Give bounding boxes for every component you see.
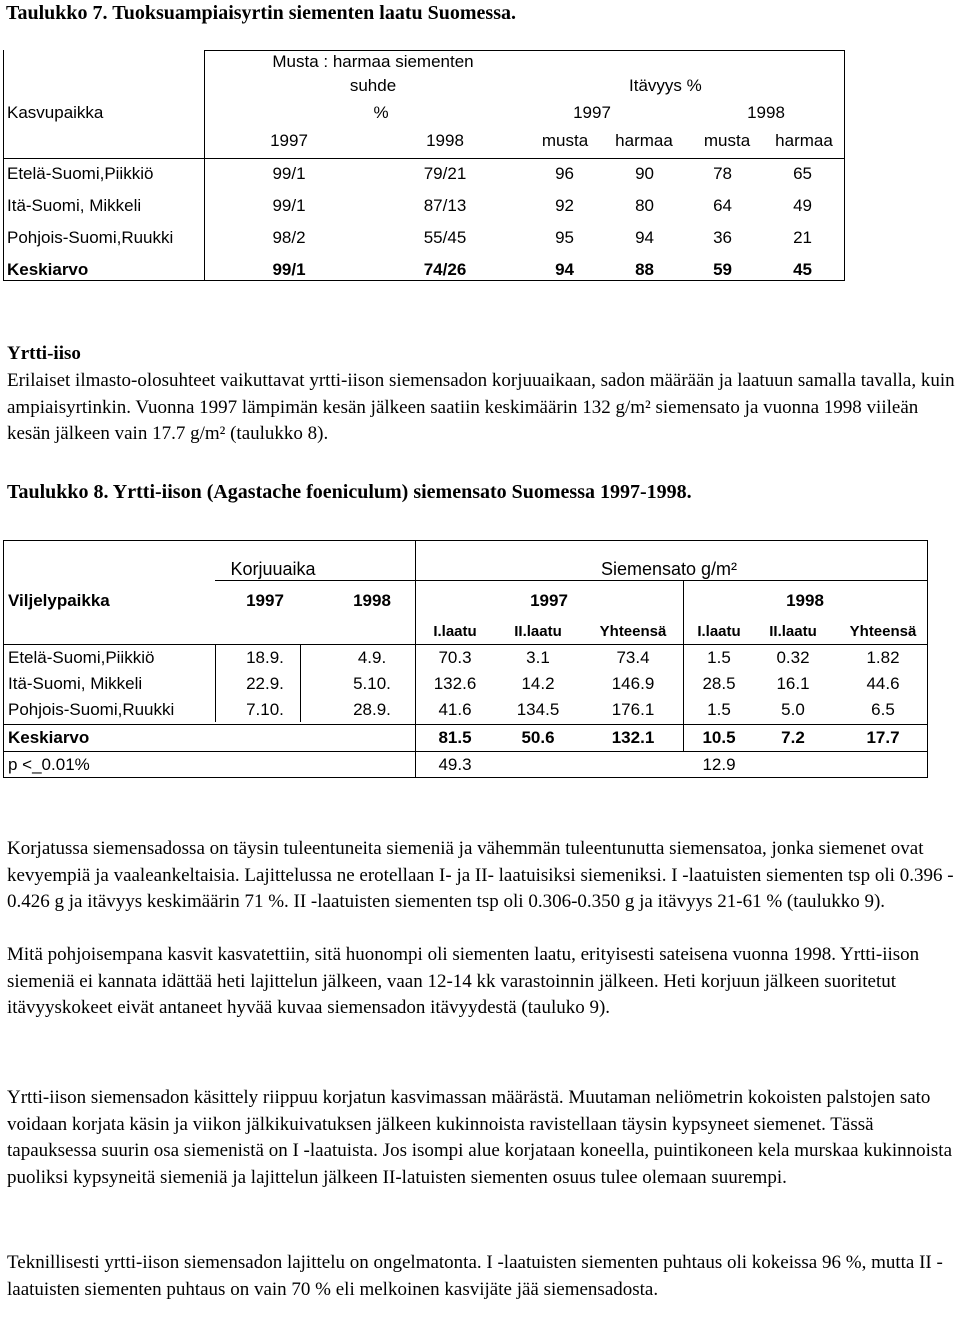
table7-cell: 90 <box>635 164 654 183</box>
section-heading: Yrtti-iiso <box>7 343 81 364</box>
table8-cell: 3.1 <box>526 648 550 667</box>
table7-header-musta-1997: musta <box>541 131 589 150</box>
table8-cell: 18.9. <box>246 648 284 667</box>
table8-cell: 5.0 <box>781 700 805 719</box>
table7-header-ratio-line1: Musta : harmaa siementen <box>272 52 474 71</box>
table7-title: Taulukko 7. Tuoksuampiaisyrtin siementen laatu Suomessa. <box>6 2 516 24</box>
table8-header-viljelypaikka: Viljelypaikka <box>8 591 110 610</box>
table7-cell-place: Itä-Suomi, Mikkeli <box>7 196 142 215</box>
table8 <box>3 540 928 778</box>
table7-cell: 99/1 <box>272 260 306 279</box>
table7-cell: 49 <box>793 196 812 215</box>
table8-vline-sato <box>415 540 416 778</box>
table8-title: Taulukko 8. Yrtti-iison (Agastache foeniculum) siemensato Suomessa 1997-1998. <box>7 481 692 503</box>
table7-cell: 94 <box>635 228 654 247</box>
table8-cell-place: Pohjois-Suomi,Ruukki <box>8 700 175 719</box>
table7-cell: 74/26 <box>423 260 467 279</box>
table8-header-sato-1997: 1997 <box>530 591 568 610</box>
table8-vline-col1 <box>215 644 216 722</box>
table7-border-right <box>844 50 845 281</box>
table7-header-ratio-unit: % <box>373 103 389 122</box>
table8-avg-line <box>3 724 928 725</box>
table8-cell: 44.6 <box>866 674 900 693</box>
table7-header-year-1998: 1998 <box>747 103 785 122</box>
table8-vline-col2 <box>300 644 301 722</box>
table8-border-bottom <box>3 777 928 778</box>
table8-header-korjuu-1998: 1998 <box>353 591 391 610</box>
table8-cell: 4.9. <box>357 648 387 667</box>
paragraph-4: Yrtti-iison siemensadon käsittely riippuu korjatun kasvimassan määrästä. Muutaman neliömetrin kokoisten palstojen sato voidaan korjata käsin ja viikon jälkikuivatuksen jälkeen kukinnoista ravistellaan täysin kypsyneet siemenet. Tässä tapauksessa suurin osa siemenistä on I -laatuista. Jos isompi alue korjataan koneella, puintikoneen kela murskaa kukinnoista puoliksi kypsyneitä siemeniä ja lajittelun jälkeen II-latuisten siementen osuus tulee olemaan suurempi. <box>7 1087 953 1188</box>
table7-header-sub-1998: 1998 <box>426 131 464 150</box>
table7-cell: 65 <box>793 164 812 183</box>
table7-cell-place: Pohjois-Suomi,Ruukki <box>7 228 174 247</box>
table7-cell: 79/21 <box>423 164 467 183</box>
paragraph-intro: Erilaiset ilmasto-olosuhteet vaikuttavat yrtti-iison siemensadon korjuuaikaan, sadon määrään ja laatuun samalla tavalla, kuin ampiaisyrtinkin. Vuonna 1997 lämpimän kesän jälkeen saatiin keskimäärin 132 g/m² siemensato ja vuonna 1998 viileän kesän jälkeen vain 17.7 g/m² (taulukko 8). <box>7 370 955 444</box>
table7-cell: 59 <box>713 260 732 279</box>
table8-cell: 0.32 <box>776 648 810 667</box>
table8-header-siemensato: Siemensato g/m² <box>600 559 738 579</box>
table8-cell-place: Keskiarvo <box>8 728 90 747</box>
table7-cell: 55/45 <box>423 228 467 247</box>
table8-p-label: p <_0.01% <box>8 755 90 774</box>
table8-vline-1998 <box>683 581 684 751</box>
table7-cell: 99/1 <box>272 164 306 183</box>
table8-cell: 7.10. <box>246 700 284 719</box>
table8-header-korjuu-1997: 1997 <box>246 591 284 610</box>
table7-cell: 45 <box>793 260 812 279</box>
table7-header-harmaa-1998: harmaa <box>775 131 833 150</box>
table8-border-right <box>927 540 928 778</box>
table8-p-line <box>3 751 928 752</box>
table7-header-musta-1998: musta <box>703 131 751 150</box>
table8-p-1997: 49.3 <box>438 755 472 774</box>
table8-cell: 10.5 <box>702 728 736 747</box>
table7-cell: 64 <box>713 196 732 215</box>
paragraph-3: Mitä pohjoisempana kasvit kasvatettiin, sitä huonompi oli siementen laatu, erityisesti sateisena vuonna 1998. Yrtti-iison siemeniä ei kannata idättää heti lajittelun jälkeen, vaan 12-14 kk varastoinnin jälkeen. Heti korjuun jälkeen suoritetut itävyyskokeet eivät antaneet hyvää kuvaa siemensadon itävyydestä (tauluko 9). <box>7 944 920 1018</box>
table8-cell: 22.9. <box>246 674 284 693</box>
table8-cell: 28.5 <box>702 674 736 693</box>
table8-cell: 50.6 <box>521 728 555 747</box>
paragraph-2: Korjatussa siemensadossa on täysin tuleentuneita siemeniä ja vähemmän tuleentunutta siemensatoa, jonka siemenet ovat kevyempiä ja vaaleankeltaisia. Lajittelussa ne erotellaan I- ja II- laatuisiksi siemeniksi. I -laatuisten siementen tsp oli 0.396 - 0.426 g ja itävyys keskimäärin 71 %. II -laatuisten siementen tsp oli 0.306-0.350 g ja itävyys 21-61 % (taulukko 9). <box>7 838 954 912</box>
table7-cell: 94 <box>555 260 574 279</box>
table8-header-line <box>3 644 928 645</box>
table8-cell: 14.2 <box>521 674 555 693</box>
table7-border-left <box>3 50 4 281</box>
table8-header-sato-1998: 1998 <box>786 591 824 610</box>
table8-header-korjuuaika: Korjuuaika <box>230 559 316 579</box>
table8-cell: 132.6 <box>433 674 477 693</box>
table8-cell: 132.1 <box>611 728 655 747</box>
table7-cell: 88 <box>635 260 654 279</box>
table8-cell: 1.82 <box>866 648 900 667</box>
table7-header-germ: Itävyys % <box>629 76 702 95</box>
table8-header-sub: Yhteensä <box>849 623 917 640</box>
table8-cell: 73.4 <box>616 648 650 667</box>
table7-header-line <box>3 158 845 159</box>
table8-cell: 70.3 <box>438 648 472 667</box>
table8-cell: 1.5 <box>707 648 731 667</box>
table7-cell: 80 <box>635 196 654 215</box>
table7-cell-place: Keskiarvo <box>7 260 89 279</box>
table7-header-kasvupaikka: Kasvupaikka <box>7 103 104 122</box>
table7-cell: 99/1 <box>272 196 306 215</box>
table7-cell: 36 <box>713 228 732 247</box>
table8-header-sub: II.laatu <box>769 623 817 640</box>
table8-cell: 6.5 <box>871 700 895 719</box>
table7-border-bottom <box>3 280 845 281</box>
table8-header-sub: I.laatu <box>433 623 477 640</box>
table7-cell: 98/2 <box>272 228 306 247</box>
table7-vline-col1 <box>204 50 205 281</box>
table8-cell: 134.5 <box>516 700 560 719</box>
table8-cell: 16.1 <box>776 674 810 693</box>
table7-header-ratio-line2: suhde <box>349 76 397 95</box>
table8-cell-place: Itä-Suomi, Mikkeli <box>8 674 143 693</box>
table7-cell: 92 <box>555 196 574 215</box>
table8-cell: 81.5 <box>438 728 472 747</box>
table7-cell: 21 <box>793 228 812 247</box>
table8-cell: 17.7 <box>866 728 900 747</box>
table8-cell: 5.10. <box>353 674 391 693</box>
table7-cell: 87/13 <box>423 196 467 215</box>
table8-p-1998: 12.9 <box>702 755 736 774</box>
table8-cell: 146.9 <box>611 674 655 693</box>
table8-cell: 7.2 <box>781 728 805 747</box>
table8-cell: 176.1 <box>611 700 655 719</box>
paragraph-5: Teknillisesti yrtti-iison siemensadon lajittelu on ongelmatonta. I -laatuisten siementen puhtaus oli kokeissa 96 %, mutta II -laatuisten siementen puhtaus on vain 70 % eli melkoinen kasvijäte jää siemensadosta. <box>7 1252 943 1300</box>
table8-header-sub: II.laatu <box>514 623 562 640</box>
table8-sato-underline <box>415 580 927 581</box>
table7-cell: 95 <box>555 228 574 247</box>
table8-cell: 1.5 <box>707 700 731 719</box>
table8-cell-place: Etelä-Suomi,Piikkiö <box>8 648 155 667</box>
table7-header-harmaa-1997: harmaa <box>615 131 673 150</box>
table8-border-top <box>3 540 928 541</box>
table8-header-sub: I.laatu <box>697 623 741 640</box>
table8-korjuuaika-underline <box>215 580 415 581</box>
table7-cell: 78 <box>713 164 732 183</box>
table8-cell: 28.9. <box>353 700 391 719</box>
table8-header-sub: Yhteensä <box>599 623 667 640</box>
table8-border-left <box>3 540 4 778</box>
table7-header-year-1997: 1997 <box>573 103 611 122</box>
table7 <box>3 50 845 281</box>
table7-cell: 96 <box>555 164 574 183</box>
table7-header-sub-1997: 1997 <box>270 131 308 150</box>
table7-border-top <box>204 50 845 51</box>
table7-cell-place: Etelä-Suomi,Piikkiö <box>7 164 154 183</box>
table8-cell: 41.6 <box>438 700 472 719</box>
